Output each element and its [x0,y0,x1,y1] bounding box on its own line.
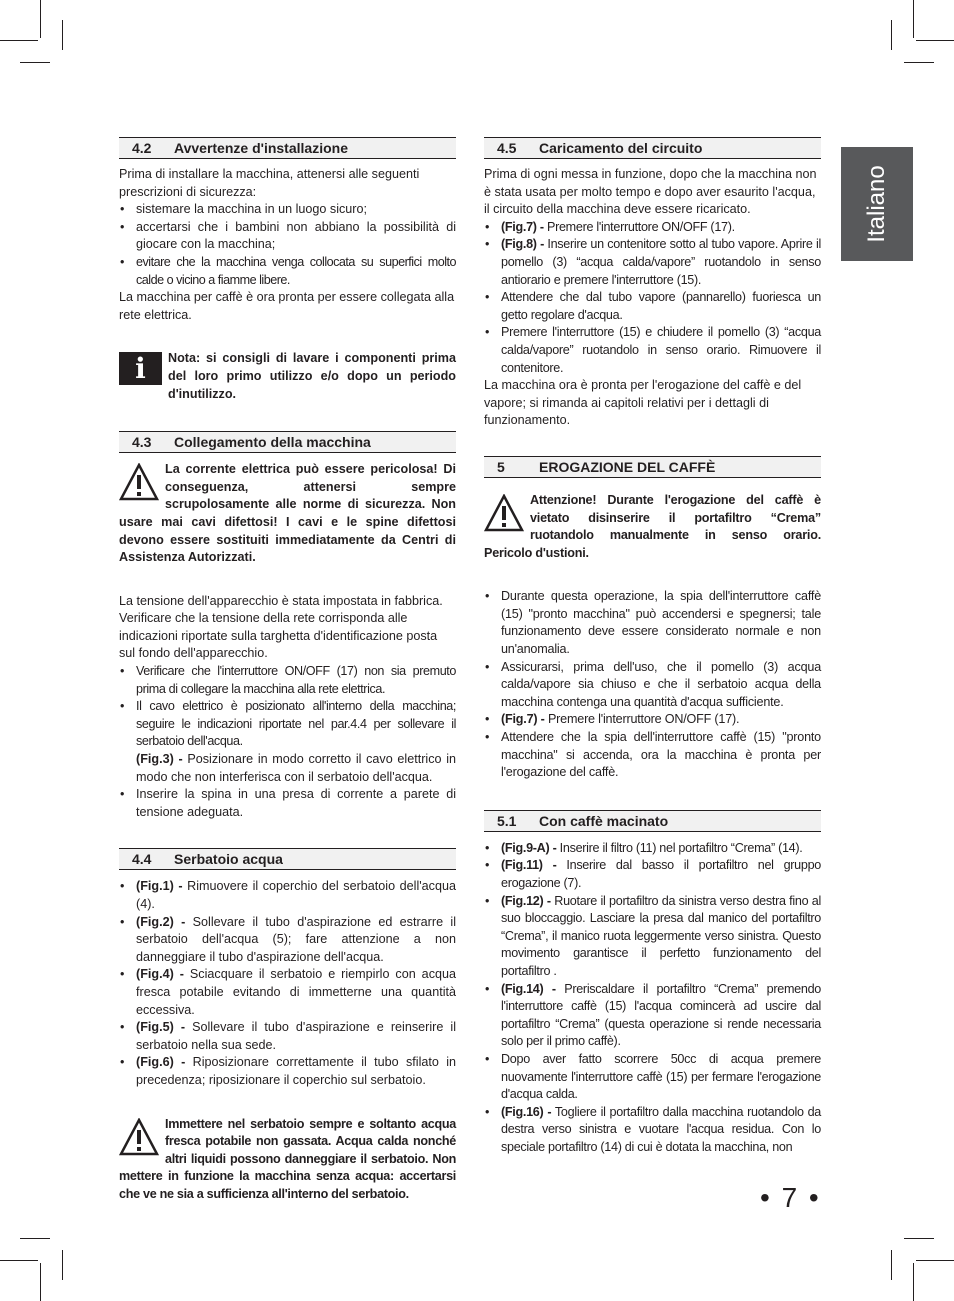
warning-triangle-icon [119,1118,159,1156]
list-item: • Verificare che l'interruttore ON/OFF (17) non sia premuto prima di collegare la macchina alla rete elettrica. [119,663,456,698]
list-item [484,289,821,324]
bullet-list [484,588,821,782]
list-item [484,588,821,658]
item-text: Inserire un contenitore sotto al tubo vapore. Aprire il pomello (3) “acqua calda/vapore” ruotandolo in senso antiorario e premere l'interruttore (15). [501,237,821,287]
item-text: Sciacquare il serbatoio e riempirlo con acqua fresca potabile evitando di immetterne una quantità eccessiva. [136,967,456,1017]
list-item [484,711,821,729]
fig-ref: (Fig.8) - [501,237,544,252]
crop-mark [20,1238,50,1239]
paragraph: La tensione dell'apparecchio è stata impostata in fabbrica. Verificare che la tensione della rete corrisponda alle indicazioni riportate sulla targhetta d'identificazione posta sul fondo dell'apparecchio. [119,593,443,661]
crop-mark [916,40,954,41]
section-number: 4.5 [497,140,517,156]
section-heading-4-4 [119,848,456,870]
section-heading-4-5 [484,137,821,159]
fig-ref: (Fig.7) - [501,219,544,234]
item-text: Attendere che dal tubo vapore (pannarello) fuoriesca un getto regolare d'acqua. [501,290,821,322]
crop-mark [904,62,934,63]
crop-mark [40,1263,41,1301]
bullet-list [119,201,456,289]
section-heading-4-2 [119,137,456,159]
list-item [119,1054,456,1089]
fig-ref: (Fig.7) - [501,712,545,727]
crop-mark [916,1260,954,1261]
fig-ref: (Fig.9-A) - [501,840,557,855]
item-text: Attendere che la spia dell'interruttore caffè (15) "pronto macchina" si accenda, ora la macchina è pronta per l'erogazione del caffè. [501,730,821,780]
bullet-list [119,663,456,821]
item-text: Premere l'interruttore (15) e chiudere il pomello (3) “acqua calda/vapore” ruotandolo in senso orario. Rimuovere il contenitore. [501,325,821,375]
section-number: 4.4 [132,851,152,868]
item-text: Premere l'interruttore ON/OFF (17). [544,712,740,727]
section-heading-5 [484,456,821,478]
info-icon [119,352,162,385]
crop-mark [913,1263,914,1301]
left-column [119,137,456,1204]
item-text: Togliere il portafiltro dalla macchina ruotandolo da destra verso sinistra e vuotare l'acqua residua. Con lo speciale portafiltro (14) di cui è dotata la macchina, non [501,1104,821,1154]
crop-mark [904,1238,934,1239]
list-item-continuation [119,751,456,786]
list-item [484,219,821,237]
warning-text: La corrente elettrica può essere pericolosa! Di conseguenza, attenersi sempre scrupolosamente alle norme di sicurezza. Non usare mai cavi difettosi! I cavi e le spine difettosi devono essere sostituiti immediatamente da Centri di Assistenza Autorizzati. [119,462,456,565]
fig-ref: (Fig.12) - [501,893,551,908]
item-text: Assicurarsi, prima dell'uso, che il pomello (3) acqua calda/vapore sia chiuso e che il serbatoio acqua della macchina contenga una quantità d'acqua sufficiente. [501,659,821,709]
crop-mark [891,1250,892,1280]
info-note [119,350,456,403]
crop-mark [0,40,38,41]
list-item [484,857,821,892]
warning-note [119,1116,456,1204]
list-item [484,1104,821,1157]
fig-ref: (Fig.16) - [501,1104,552,1119]
crop-mark [913,0,914,38]
fig-ref: (Fig.5) - [136,1020,186,1035]
warning-triangle-icon [484,494,524,532]
section-number: 4.2 [132,140,152,156]
section-title: Collegamento della macchina [174,434,371,451]
paragraph: Prima di ogni messa in funzione, dopo che la macchina non è stata usata per molto tempo e dopo aver esaurito l'acqua, il circuito della macchina deve essere ricaricato. [484,167,817,217]
bullet-list [484,219,821,377]
fig-ref: (Fig.3) - [136,752,183,767]
fig-ref: (Fig.11) - [501,858,557,873]
list-item: • accertarsi che i bambini non abbiano la possibilità di giocare con la macchina; [119,219,456,254]
paragraph: La macchina per caffè è ora pronta per essere collegata alla rete elettrica. [119,290,455,322]
fig-ref: (Fig.4) - [136,967,184,982]
language-tab-label: Italiano [863,165,890,243]
fig-ref: (Fig.1) - [136,879,183,894]
section-number: 4.3 [132,434,152,451]
list-item [119,878,456,913]
crop-mark [40,0,41,38]
warning-note [484,492,821,562]
section-title: Con caffè macinato [539,812,669,829]
item-text: Riposizionare correttamente il tubo sfilato in precedenza; riposizionare il coperchio sul serbatoio. [136,1055,456,1087]
section-number: 5.1 [497,812,517,829]
item-text: Dopo aver fatto scorrere 50cc di acqua premere nuovamente l'interruttore caffè (15) per fermare l'erogazione d'acqua calda. [501,1051,821,1102]
warning-text: Attenzione! Durante l'erogazione del caffè è vietato disinserire il portafiltro “Crema” ruotandolo manualmente in senso orario. Pericolo d'ustioni. [484,492,821,560]
item-text: Premere l'interruttore ON/OFF (17). [543,219,735,234]
section-title: Caricamento del circuito [539,140,703,156]
list-item [484,981,821,1051]
item-text: Sollevare il tubo d'aspirazione e reinserire il serbatoio nella sua sede. [136,1020,457,1052]
page-number: • 7 • [760,1182,821,1213]
item-text: Durante questa operazione, la spia dell'interruttore caffè (15) "pronto macchina" può accendersi e spegnersi; tale funzionamento deve essere considerato normale e non un'anomalia. [501,589,821,657]
list-item [484,840,821,858]
list-item [119,914,456,967]
bullet-list [484,840,821,1157]
list-item [484,1051,821,1104]
fig-ref: (Fig.2) - [136,914,186,929]
item-text: Ruotare il portafiltro da sinistra verso destra fino al suo bloccaggio. Lasciare la presa dal manico del portafiltro “Crema”, il manico ruota leggermente verso sinistra. Questo movimento garantisce il perfetto funzionamento del portafiltro . [501,893,821,978]
item-text: Rimuovere il coperchio del serbatoio dell'acqua (4). [136,879,456,911]
fig-ref: (Fig.6) - [136,1055,186,1070]
warning-text: Immettere nel serbatoio sempre e soltanto acqua fresca potabile non gassata. Acqua calda nonché altri liquidi possono danneggiare il serbatoio. Non mettere in funzione la macchina senza acqua: accertarsi che ve ne sia a sufficienza all'interno del serbatoio. [119,1116,456,1201]
info-glyph: i [135,352,146,386]
crop-mark [62,20,63,50]
bullet-list [119,878,456,1089]
language-tab [841,147,913,261]
list-item [484,324,821,377]
crop-mark [20,62,50,63]
list-item: • Inserire la spina in una presa di corrente a parete di tensione adeguata. [119,786,456,821]
warning-note [119,461,456,567]
list-item: • evitare che la macchina venga collocata su superfici molto calde o vicino a fiamme libere. [119,254,456,289]
item-text: Inserire il filtro (11) nel portafiltro “Crema” (14). [556,840,803,855]
paragraph: La macchina ora è pronta per l'erogazione del caffè e del vapore; si rimanda ai capitoli relativi per i dettagli di funzionamento. [484,378,802,428]
list-item [484,893,821,981]
crop-mark [891,20,892,50]
section-title: Serbatoio acqua [174,851,283,868]
item-text: Preriscaldare il portafiltro “Crema” premendo l'interruttore caffè (15) l'acqua comincerà ad uscire dal portafiltro “Crema” (questa operazione si rende necessaria solo per il primo caffè). [501,981,821,1049]
section-number: 5 [497,458,505,475]
list-item [119,1019,456,1054]
section-heading-4-3 [119,431,456,453]
note-text: Nota: si consigli di lavare i componenti prima del loro primo utilizzo e/o dopo un periodo d'inutilizzo. [168,351,456,401]
paragraph: Prima di installare la macchina, attenersi alle seguenti prescrizioni di sicurezza: [119,167,420,199]
list-item [484,729,821,782]
crop-mark [62,1250,63,1280]
section-title: Avvertenze d'installazione [174,140,348,156]
section-title: EROGAZIONE DEL CAFFÈ [539,458,716,475]
fig-ref: (Fig.14) - [501,981,556,996]
list-item [484,236,821,289]
right-column [484,137,821,1157]
list-item [119,966,456,1019]
warning-triangle-icon [119,463,159,501]
item-text: Posizionare in modo corretto il cavo elettrico in modo che non interferisca con il serbatoio dell'acqua. [136,752,456,784]
item-text: Sollevare il tubo d'aspirazione ed estrarre il serbatoio dell'acqua (5); fare attenzione a non danneggiare il tubo d'aspirazione dell'acqua. [136,914,456,964]
list-item: • sistemare la macchina in un luogo sicuro; [119,201,456,219]
list-item [484,659,821,712]
item-text: Inserire dal basso il portafiltro nel gruppo erogazione (7). [501,858,822,890]
crop-mark [0,1260,38,1261]
section-heading-5-1 [484,810,821,832]
list-item: • Il cavo elettrico è posizionato all'interno della macchina; seguire le indicazioni riportate nel par.4.4 per sollevare il serbatoio dell'acqua. [119,698,456,751]
